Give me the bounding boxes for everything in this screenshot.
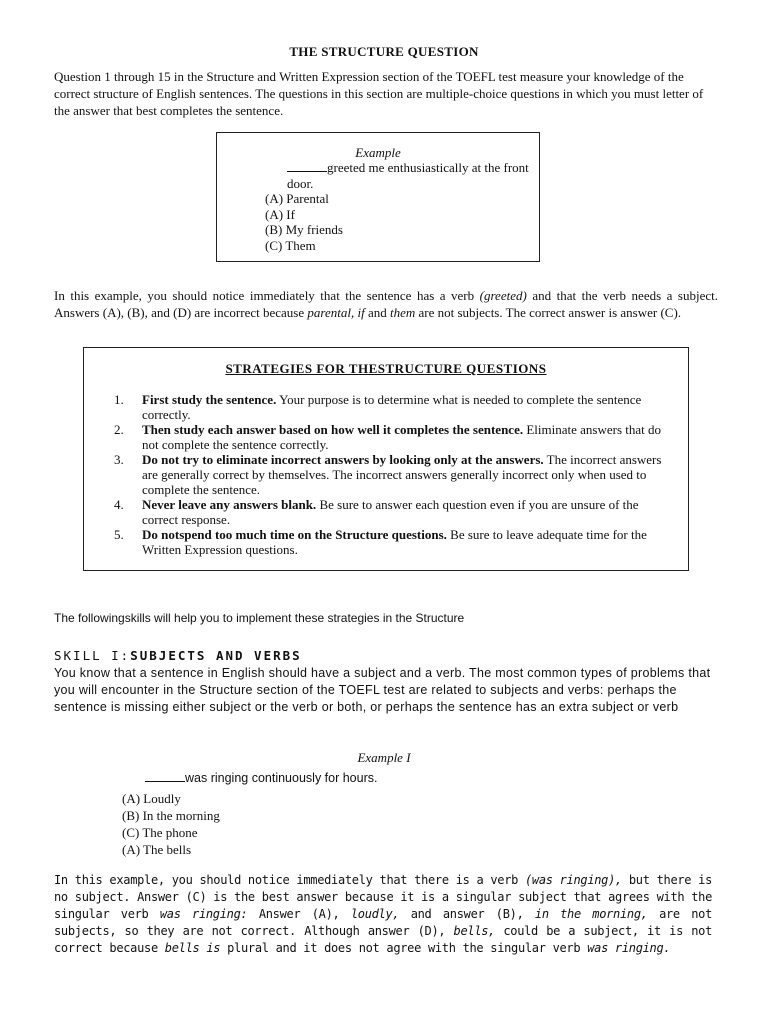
text-run: but there is no subject. Answer (C) is the best answer because it is a singular subject that agrees with the singular verb [54,873,712,921]
italic-run: bells is [164,941,221,955]
text-run: In this example, you should notice immediately that there is a verb [54,873,525,887]
example-option: (B) My friends [265,222,343,237]
italic-run: was ringing: [159,907,248,921]
skill-heading [54,648,302,663]
answer-blank [287,160,327,172]
strategy-heading: First study the sentence. [142,392,277,407]
example2-question [145,770,377,785]
example-options [265,191,343,253]
strategies-title: STRATEGIES FOR THESTRUCTURE QUESTIONS [225,361,547,376]
example2-explanation [54,872,712,957]
example-question [287,160,537,192]
strategies-box [83,347,689,571]
text-run: Answer (A), [247,907,351,921]
answer-blank [145,770,185,782]
text-run: could be a subject, it is not correct because [54,924,712,955]
strategy-item [114,497,674,527]
explanation-paragraph [54,287,718,321]
example-box [216,132,540,262]
strategy-text: Eliminate answers that do not complete the sentence correctly. [142,422,662,452]
strategy-number: 5. [114,527,124,542]
text-run: plural and it does not agree with the singular verb [220,941,588,955]
example-title: Example [355,145,401,160]
italic-run: loudly, [350,907,400,921]
strategy-item [114,527,674,557]
text-run: are not subjects, so they are not correct. Although answer (D), [54,907,713,938]
strategy-heading: Do not try to eliminate incorrect answers by looking only at the answers. [142,452,544,467]
skill-name: SUBJECTS AND VERBS [130,648,302,663]
skill-prefix: SKILL I: [54,648,131,663]
text-run: and answer (B), [399,907,535,921]
text-run: and that the verb needs a subject. Answers (A), (B), and (D) are incorrect because [54,288,718,320]
example-question-text: greeted me enthusiastically at the front door. [287,160,529,191]
example-option: (A) If [265,206,295,222]
italic-run: (was ringing), [524,873,622,887]
italic-run: bells, [453,924,496,938]
skill-paragraph: You know that a sentence in English should have a subject and a verb. The most common types of problems that you will encounter in the Structure section of the TOEFL test are related to subjects and verbs: perhaps the sentence is missing either subject or the verb or both, or perhaps the sentence has an extra subject or verb [54,666,711,714]
following-skills-text: The followingskills will help you to implement these strategies in the Structure [54,611,465,625]
text-run: are not subjects. The correct answer is answer (C). [415,305,682,320]
example2-title: Example I [357,750,411,765]
strategy-text: The incorrect answers are generally correct by themselves. The incorrect answers generally incorrect only when used to complete the sentence. [142,452,662,497]
page-title: THE STRUCTURE QUESTION [289,44,479,59]
strategy-heading: Never leave any answers blank. [142,497,317,512]
example2-option: (C) The phone [122,825,198,840]
strategy-text: Be sure to answer each question even if you are unsure of the correct response. [142,497,639,527]
italic-run: parental, if [307,305,365,320]
strategy-item [114,392,674,422]
strategy-number: 2. [114,422,124,437]
italic-run: (greeted) [479,288,527,303]
strategy-text: Your purpose is to determine what is needed to complete the sentence correctly. [142,392,642,422]
text-run: In this example, you should notice immediately that the sentence has a verb [54,288,480,303]
example2-option: (A) The bells [122,842,192,857]
strategy-heading: Do notspend too much time on the Structure questions. [142,527,447,542]
strategy-item [114,452,674,497]
strategy-number: 4. [114,497,124,512]
strategies-list [114,392,674,557]
strategy-text: Be sure to leave adequate time for the Written Expression questions. [142,527,647,557]
example2-option: (B) In the morning [122,808,220,823]
intro-paragraph: Question 1 through 15 in the Structure and Written Expression section of the TOEFL test measure your knowledge of the correct structure of English sentences. The questions in this section are multiple-choice questions in which you must letter of the answer that best completes the sentence. [54,69,704,118]
strategy-item [114,422,674,452]
example2-options [122,790,220,858]
example-option: (C) Them [265,237,316,253]
example2-question-text: was ringing continuously for hours. [185,771,378,785]
example-option: (A) Parental [265,191,329,206]
example2-option: (A) Loudly [122,791,181,806]
italic-run: was ringing. [587,941,671,955]
italic-run: them [389,305,416,320]
strategy-number: 1. [114,392,124,407]
text-run: and [364,305,390,320]
italic-run: in the morning, [534,907,648,921]
strategy-heading: Then study each answer based on how well it completes the sentence. [142,422,524,437]
strategy-number: 3. [114,452,124,467]
